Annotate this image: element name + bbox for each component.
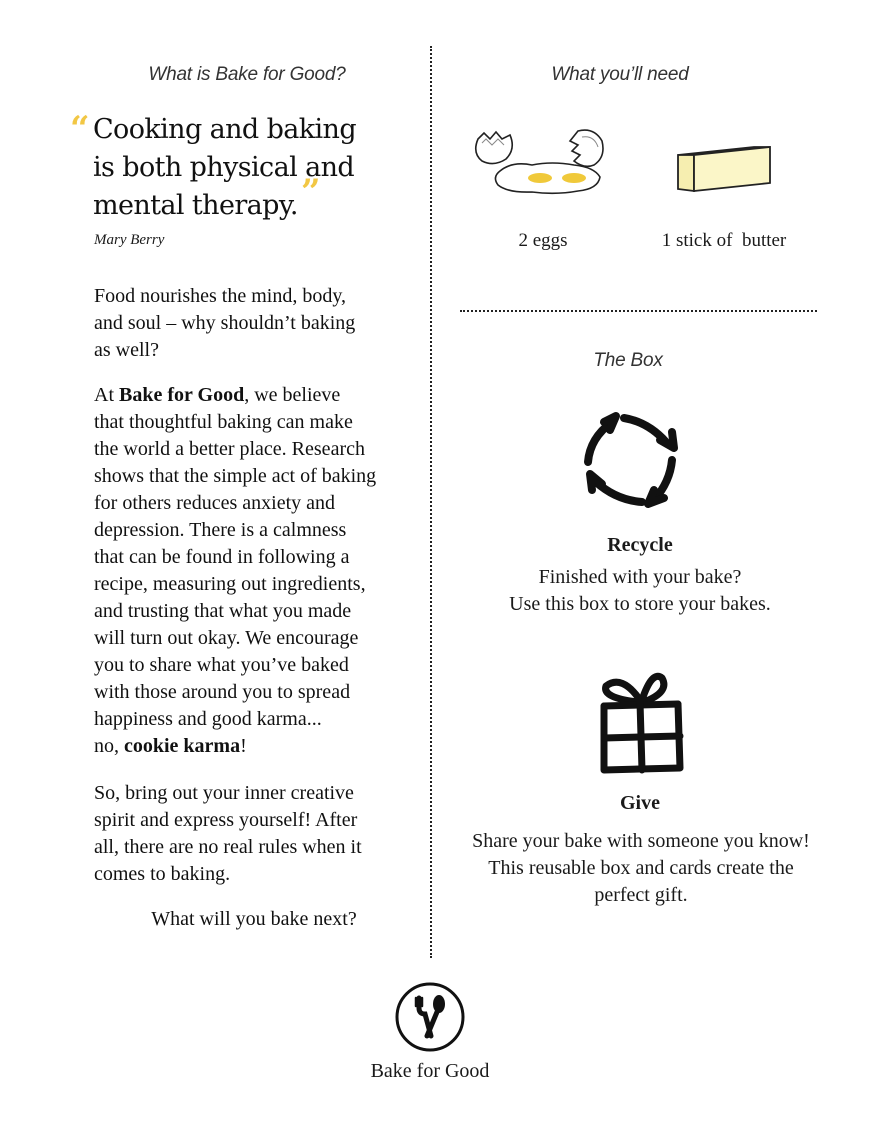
gift-box-icon	[596, 666, 686, 781]
give-desc-line: Share your bake with someone you know!	[472, 830, 810, 852]
quote-close-mark: ”	[300, 172, 320, 212]
vertical-divider	[430, 46, 432, 958]
box-heading: The Box	[593, 350, 663, 371]
intro-paragraph	[94, 283, 414, 364]
brand-name-bold: Bake for Good	[119, 384, 245, 406]
quote-line-2: is both physical and	[93, 152, 355, 183]
give-description	[450, 828, 832, 909]
bake-for-good-logo-icon	[395, 982, 467, 1059]
para3-line: spirit and express yourself! After	[94, 809, 358, 831]
para2-line: happiness and good karma...	[94, 708, 322, 730]
give-desc-line: This reusable box and cards create the	[488, 857, 794, 879]
para3-line: So, bring out your inner creative	[94, 782, 354, 804]
quote-line-3	[93, 172, 320, 225]
closing-paragraph	[94, 780, 414, 888]
para2-line: for others reduces anxiety and	[94, 492, 336, 514]
ingredient-eggs-label: 2 eggs	[518, 230, 568, 251]
closing-question: What will you bake next?	[151, 908, 357, 930]
right-heading: What you’ll need	[551, 64, 689, 85]
recycle-desc-line: Finished with your bake?	[538, 566, 742, 588]
para2-line-last	[94, 733, 414, 760]
para1-line: Food nourishes the mind, body,	[94, 285, 347, 307]
para2-line: that thoughtful baking can make	[94, 411, 353, 433]
para2-line: the world a better place. Research	[94, 438, 365, 460]
recycle-arrows-icon	[580, 410, 684, 515]
para2-line: shows that the simple act of baking	[94, 465, 377, 487]
quote-line-3-text: mental therapy.	[93, 190, 298, 221]
butter-stick-icon	[676, 143, 774, 198]
cracked-eggs-icon	[470, 125, 610, 205]
para2-line: with those around you to spread	[94, 681, 351, 703]
give-title: Give	[620, 792, 660, 814]
give-desc-line: perfect gift.	[594, 884, 688, 906]
pull-quote	[93, 111, 403, 225]
para2-line: that can be found in following a	[94, 546, 350, 568]
para3-line: all, there are no real rules when it	[94, 836, 362, 858]
para2-last-prefix: no,	[94, 735, 124, 757]
para2-line: depression. There is a calmness	[94, 519, 347, 541]
para2-prefix: At	[94, 384, 119, 406]
para3-line: comes to baking.	[94, 863, 231, 885]
quote-open-mark: “	[70, 109, 90, 149]
para2-line: you to share what you’ve baked	[94, 654, 349, 676]
left-heading: What is Bake for Good?	[148, 64, 346, 85]
para2-line1-rest: , we believe	[244, 384, 341, 406]
para2-line-first	[94, 382, 414, 409]
footer-brand: Bake for Good	[370, 1060, 490, 1082]
horizontal-divider	[460, 310, 817, 312]
para1-line: and soul – why shouldn’t baking	[94, 312, 356, 334]
mission-paragraph	[94, 382, 414, 760]
recycle-description	[460, 564, 820, 618]
recycle-desc-line: Use this box to store your bakes.	[509, 593, 771, 615]
quote-line-1: Cooking and baking	[93, 114, 357, 145]
ingredient-butter-label: 1 stick of butter	[661, 230, 787, 251]
para2-line: and trusting that what you made	[94, 600, 352, 622]
para2-line: will turn out okay. We encourage	[94, 627, 359, 649]
cookie-karma-bold: cookie karma	[124, 735, 241, 757]
para1-line: as well?	[94, 339, 159, 361]
recycle-title: Recycle	[607, 534, 673, 556]
para2-line: recipe, measuring out ingredients,	[94, 573, 366, 595]
quote-author: Mary Berry	[94, 232, 165, 248]
para2-last-suffix: !	[240, 735, 247, 757]
